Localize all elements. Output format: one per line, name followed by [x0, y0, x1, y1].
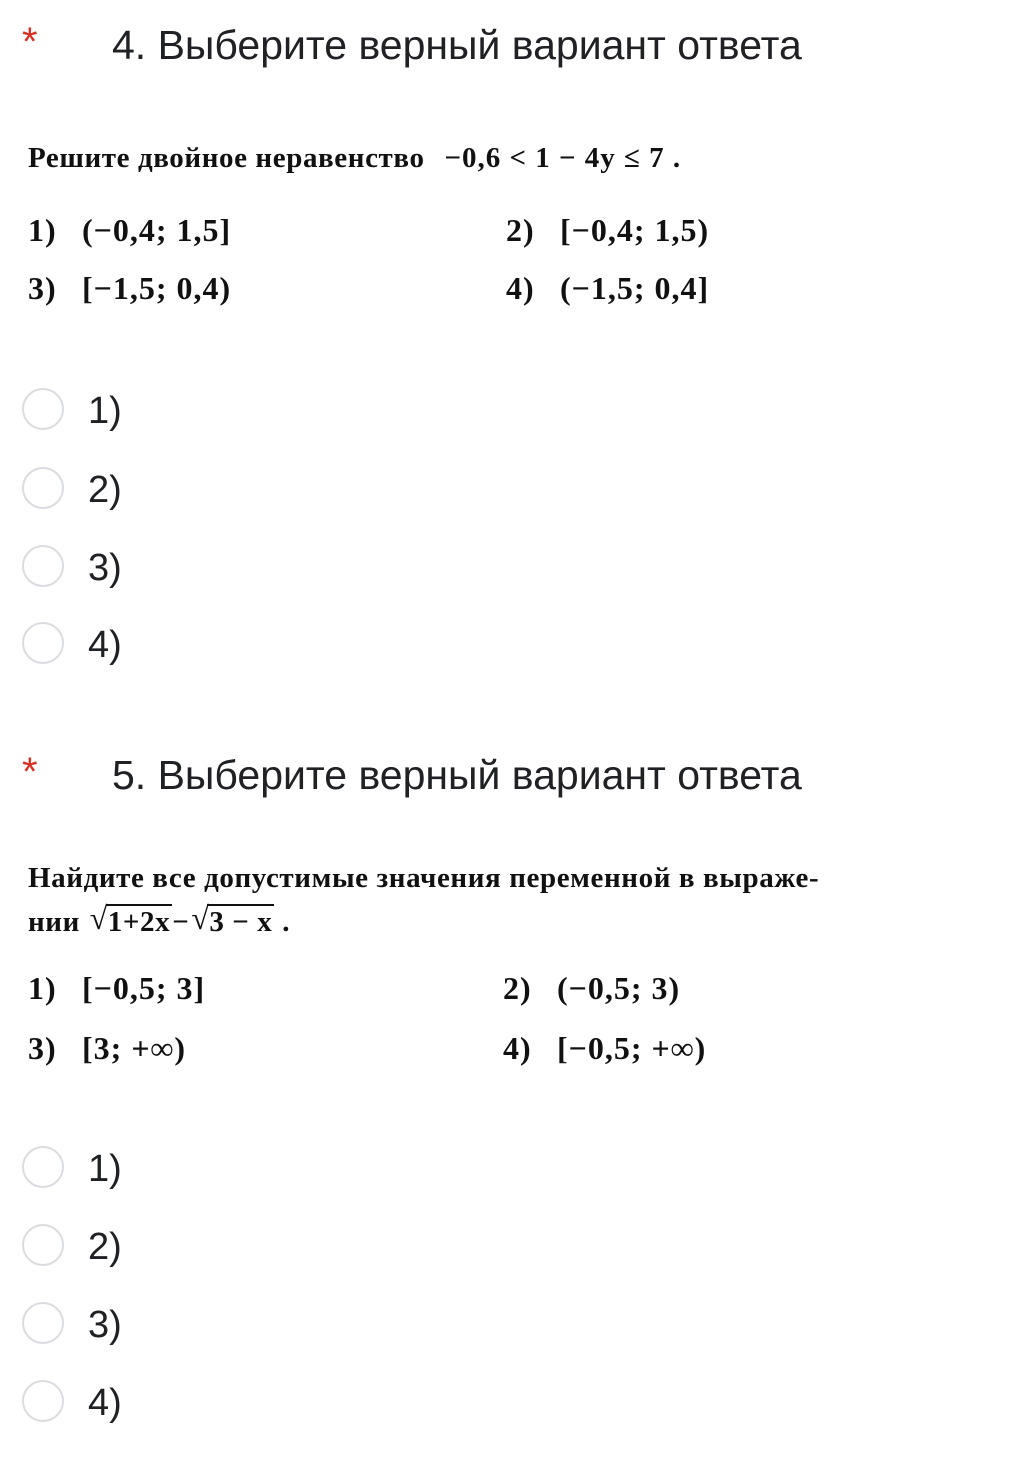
answer-option-3[interactable] [22, 543, 422, 593]
task-image-text [28, 136, 681, 180]
radio-button[interactable] [22, 1224, 64, 1266]
question-title: 4. Выберите верный вариант ответа [112, 22, 802, 68]
required-asterisk: * [22, 750, 38, 794]
radio-button[interactable] [22, 1302, 64, 1344]
answer-label: 1) [88, 390, 122, 432]
printed-option: 4) (−1,5; 0,4] [506, 270, 710, 306]
sqrt-expression-1: √ 1+2x [89, 900, 171, 938]
radio-button[interactable] [22, 1146, 64, 1188]
sqrt-expression-2: √ 3 − x [191, 900, 273, 938]
answer-label: 1) [88, 1148, 122, 1190]
radio-button[interactable] [22, 1380, 64, 1422]
answer-label: 3) [88, 1304, 122, 1346]
answer-label: 4) [88, 624, 122, 666]
answer-option-2[interactable] [22, 465, 422, 515]
printed-option: 1) [−0,5; 3] [28, 970, 206, 1006]
answer-option-1[interactable] [22, 386, 422, 436]
task-line-1: Найдите все допустимые значения переменной в выраже- [28, 862, 820, 894]
answer-label: 3) [88, 547, 122, 589]
answer-option-1[interactable] [22, 1144, 422, 1194]
printed-option: 4) [−0,5; +∞) [503, 1030, 707, 1066]
answer-option-2[interactable] [22, 1222, 422, 1272]
printed-option: 1) (−0,4; 1,5] [28, 212, 232, 248]
task-math: −0,6 < 1 − 4y ≤ 7 . [444, 142, 682, 174]
radio-button[interactable] [22, 467, 64, 509]
answer-label: 2) [88, 1226, 122, 1268]
required-asterisk: * [22, 20, 38, 64]
answer-label: 2) [88, 469, 122, 511]
radio-button[interactable] [22, 622, 64, 664]
task-image-text [28, 856, 819, 944]
printed-option: 3) [3; +∞) [28, 1030, 187, 1066]
answer-label: 4) [88, 1382, 122, 1424]
answer-option-4[interactable] [22, 1378, 422, 1428]
task-text: Решите двойное неравенство [28, 142, 425, 174]
task-line-2: нии √ 1+2x− √ 3 − x . [28, 900, 819, 944]
answer-option-4[interactable] [22, 620, 422, 670]
printed-option: 3) [−1,5; 0,4) [28, 270, 232, 306]
question-title: 5. Выберите верный вариант ответа [112, 752, 802, 798]
printed-option: 2) [−0,4; 1,5) [506, 212, 710, 248]
radio-button[interactable] [22, 545, 64, 587]
radio-button[interactable] [22, 388, 64, 430]
answer-option-3[interactable] [22, 1300, 422, 1350]
printed-option: 2) (−0,5; 3) [503, 970, 681, 1006]
